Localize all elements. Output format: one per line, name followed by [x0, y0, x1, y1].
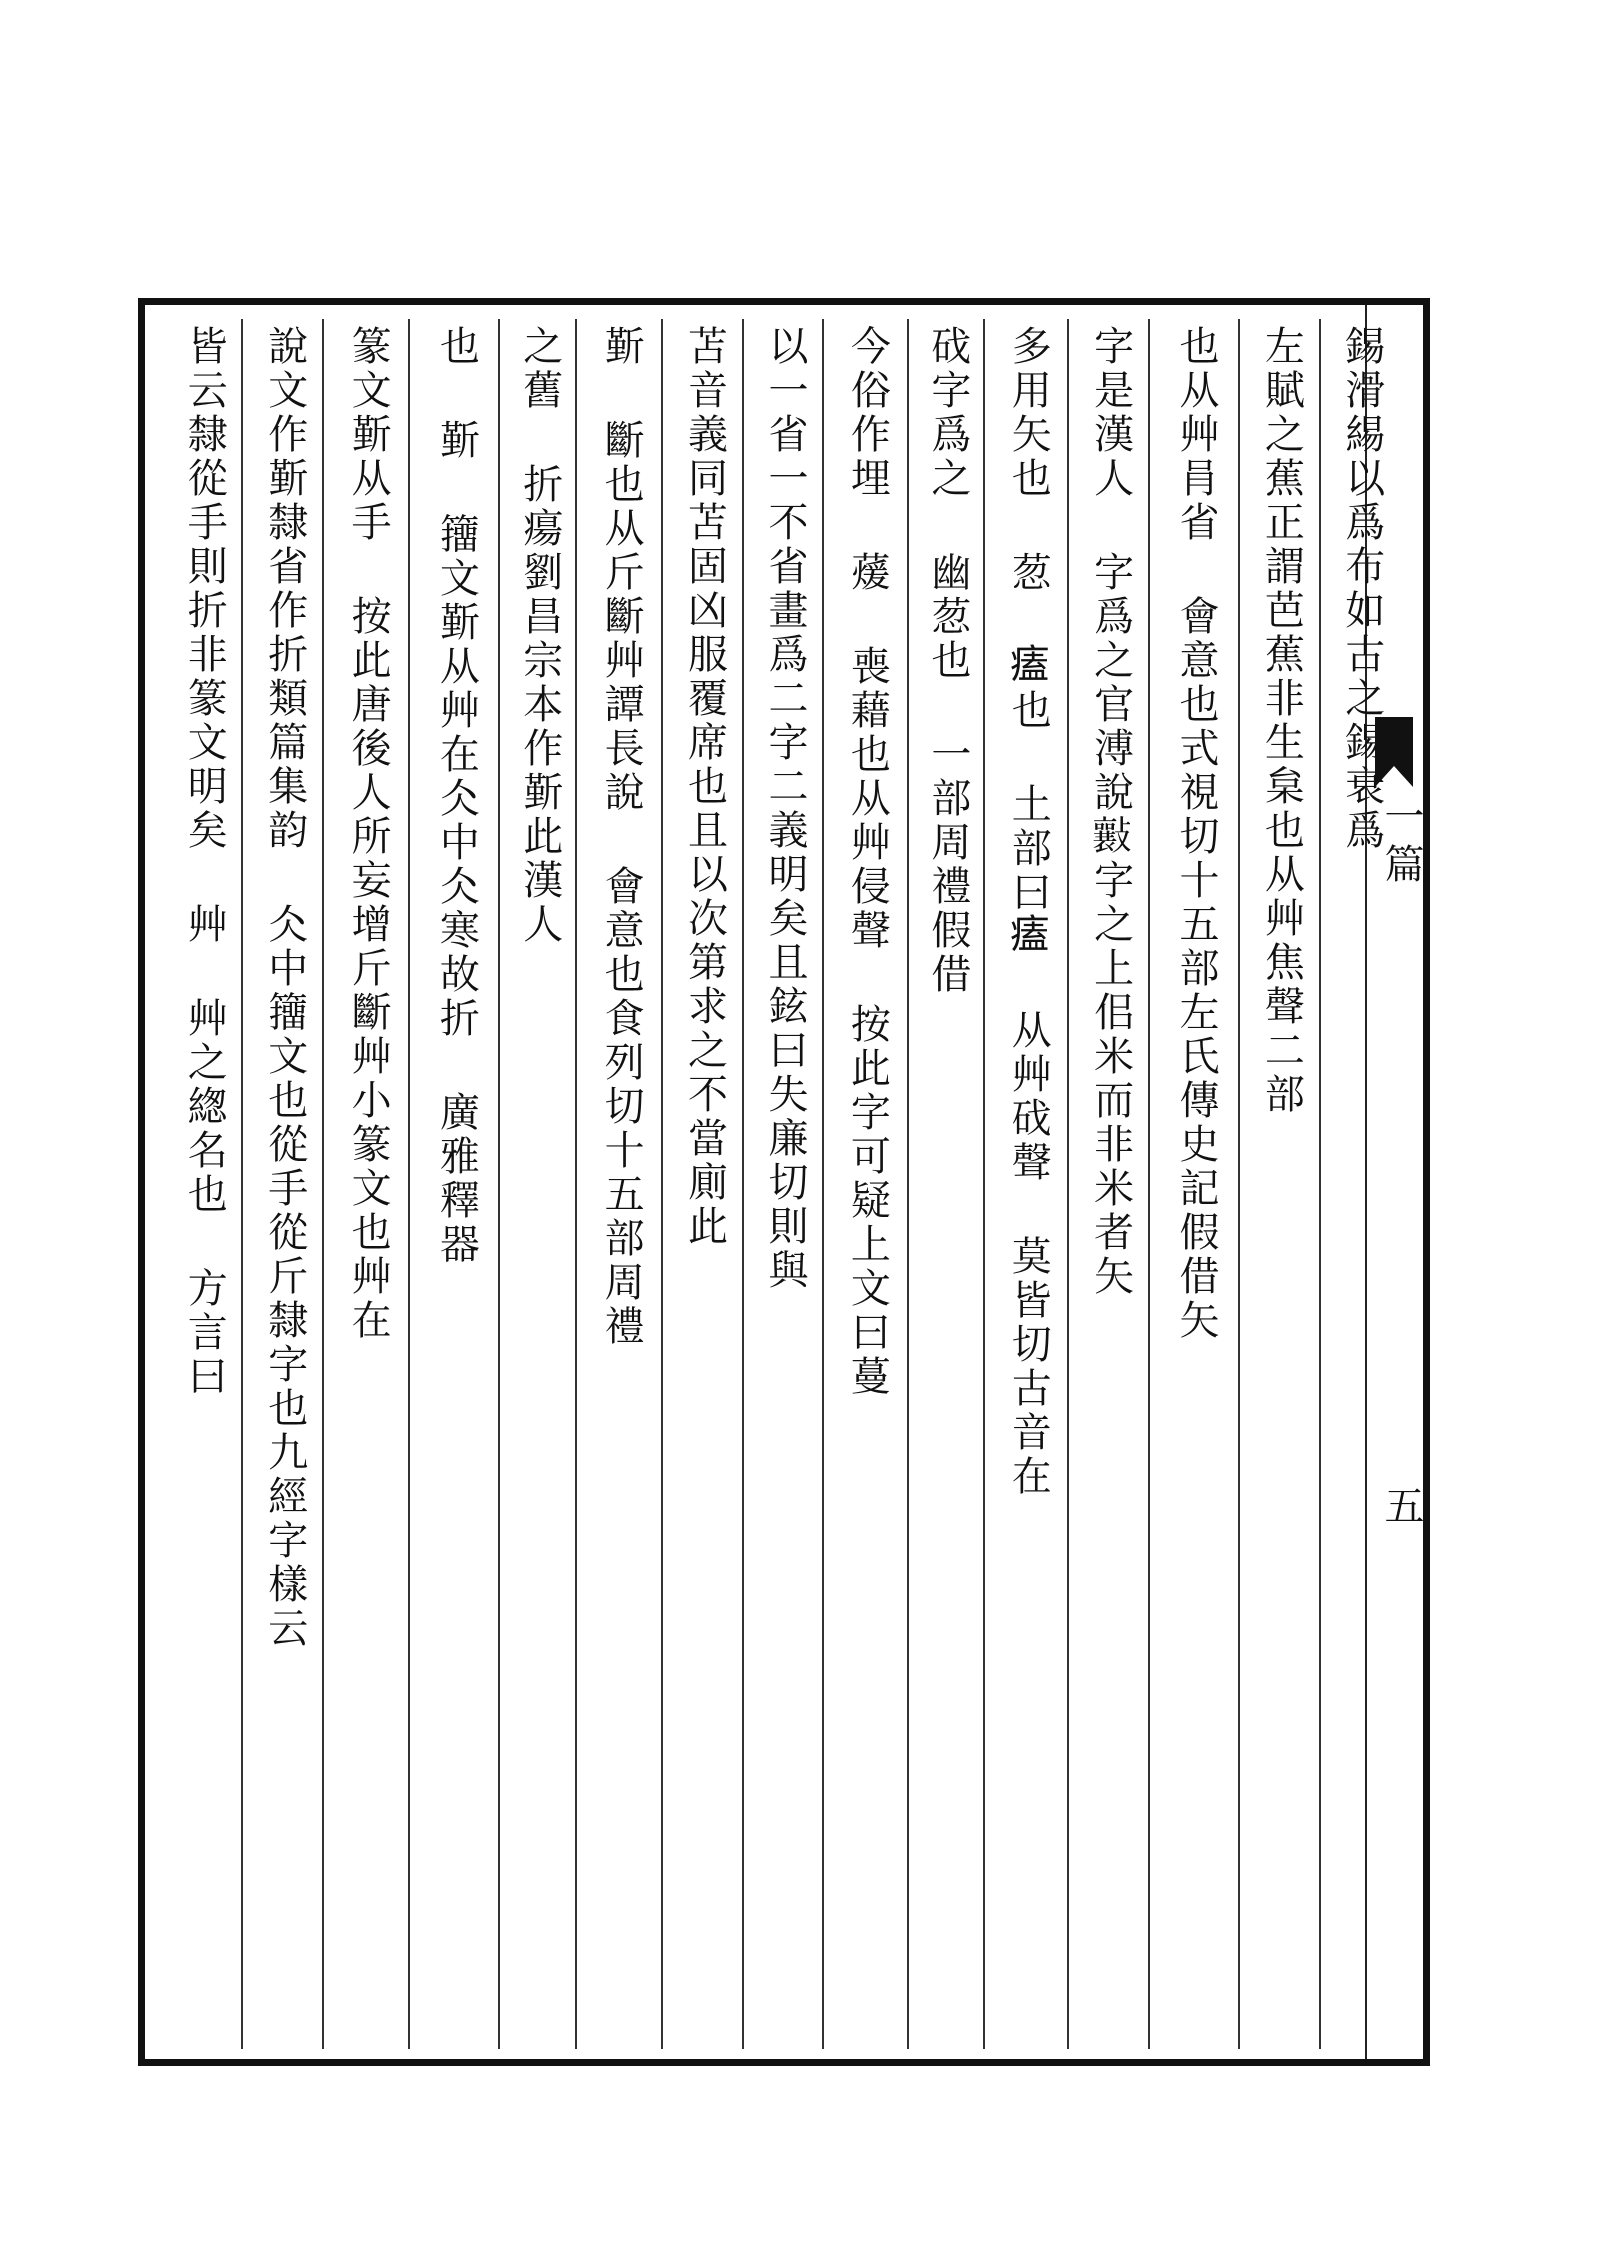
column-text: 字是漢人 字爲之官溥說𣀮字之上佀米而非米者矢 — [1087, 325, 1134, 1299]
volume-label: 一篇 — [1378, 795, 1424, 891]
page-number: 五 — [1378, 1485, 1424, 1525]
text-column-12 — [408, 319, 498, 2049]
text-column-7 — [822, 319, 906, 2049]
text-column-3 — [1148, 319, 1238, 2049]
text-column-2 — [1238, 319, 1318, 2049]
column-text: 𣂷 斷也从斤斷艸譚長說 會意也食列切十五部周禮 — [598, 325, 645, 1349]
column-text: 左賦之蕉正謂芭蕉非生枲也从艸焦聲二部 — [1258, 325, 1305, 1117]
text-column-13 — [322, 319, 408, 2049]
column-text: 錫滑緆以爲布如古之錫衰爲 — [1338, 325, 1385, 853]
text-column-1 — [1319, 319, 1399, 2049]
text-column-11 — [498, 319, 575, 2049]
column-text: 篆文𣂷从手 按此唐後人所妄增斤斷艸小篆文也艸在 — [345, 325, 392, 1343]
column-text: 之舊 折瘍劉昌宗本作𣂷此漢人 — [516, 325, 563, 947]
text-column-10 — [575, 319, 661, 2049]
page-frame — [138, 298, 1430, 2066]
column-text: 多用矢也 䓤 𤸱也 土部曰𤸱 从艸䂝聲 莫皆切古音在 — [1005, 325, 1052, 1499]
column-text: 苫音義同苫固凶服覆席也且以次第求之不當廁此 — [681, 325, 728, 1249]
column-text: 以一省一不省畫爲二字二義明矣且鉉曰失廉切則與 — [761, 325, 808, 1293]
column-text: 䂝字爲之 幽䓤也 一部周禮假借 — [924, 325, 971, 997]
text-column-8 — [742, 319, 822, 2049]
text-column-6 — [907, 319, 984, 2049]
text-columns — [163, 319, 1399, 2049]
text-column-15 — [163, 319, 241, 2049]
column-text: 說文作𣂷隸省作折類篇集韵 仌中籒文也從手從斤隸字也九經字樣云 — [261, 325, 308, 1651]
text-column-14 — [241, 319, 321, 2049]
text-column-5 — [983, 319, 1067, 2049]
text-column-9 — [661, 319, 741, 2049]
text-column-4 — [1067, 319, 1147, 2049]
column-text: 皆云隸從手則折非篆文明矣 艸 艸之緫名也 方言曰 — [181, 325, 228, 1399]
column-text: 也 𣂷 籒文𣂷从艸在仌中仌寒故折 廣雅釋器 — [433, 325, 480, 1267]
column-text: 今俗作埋 蕿 喪藉也从艸侵聲 按此字可疑上文曰蔓 — [844, 325, 891, 1399]
column-text: 也从艸肙省 會意也式視切十五部左氏傳史記假借矢 — [1173, 325, 1219, 1343]
